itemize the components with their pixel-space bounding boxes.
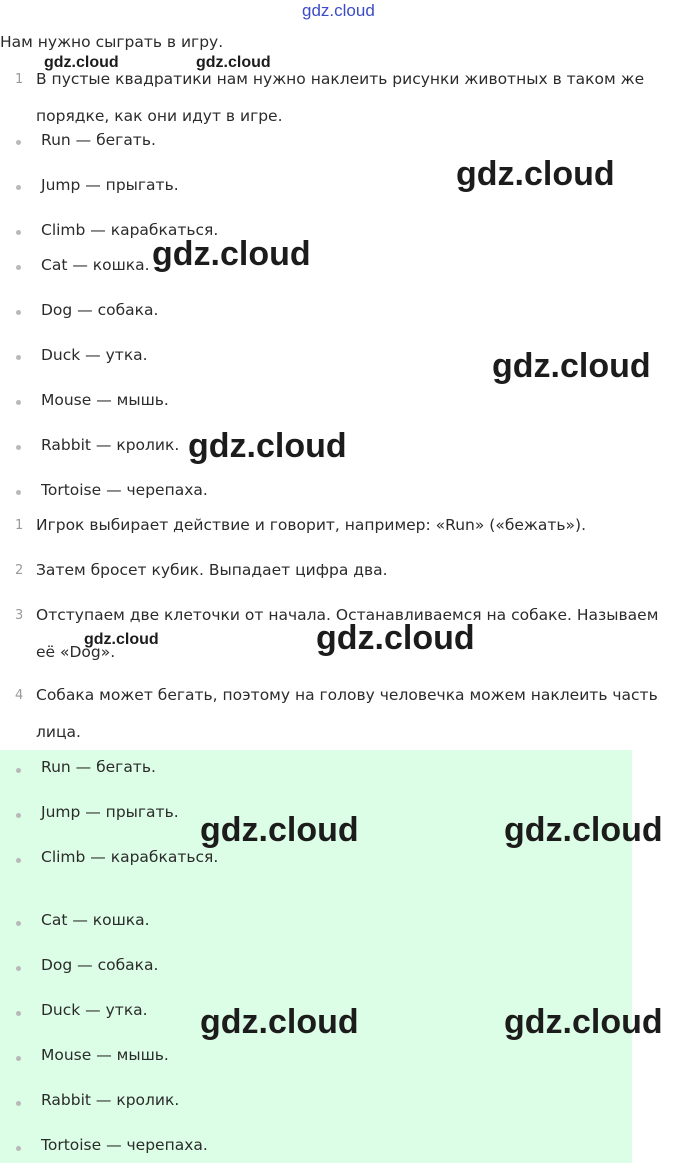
bullet-icon	[16, 966, 21, 971]
intro-text: Нам нужно сыграть в игру.	[0, 33, 224, 51]
list-item: Run — бегать.	[41, 758, 156, 776]
watermark: gdz.cloud	[316, 619, 475, 657]
watermark: gdz.cloud	[200, 811, 359, 849]
step-text: Затем бросет кубик. Выпадает цифра два.	[36, 561, 388, 579]
watermark: gdz.cloud	[188, 427, 347, 465]
bullet-icon	[16, 310, 21, 315]
watermark: gdz.cloud	[492, 347, 651, 385]
watermark: gdz.cloud	[84, 631, 159, 648]
bullet-icon	[16, 355, 21, 360]
bullet-icon	[16, 1101, 21, 1106]
list-item: Tortoise — черепаха.	[41, 1136, 208, 1154]
step-number: 4	[15, 688, 24, 703]
step-number: 1	[15, 72, 24, 87]
list-item: Mouse — мышь.	[41, 1046, 169, 1064]
list-item: Cat — кошка.	[41, 256, 150, 274]
bullet-icon	[16, 230, 21, 235]
bullet-icon	[16, 858, 21, 863]
list-item: Dog — собака.	[41, 956, 159, 974]
bullet-icon	[16, 921, 21, 926]
watermark: gdz.cloud	[44, 54, 119, 71]
list-item: Mouse — мышь.	[41, 391, 169, 409]
step-text: Собака может бегать, поэтому на голову человечка можем наклеить часть лица.	[36, 686, 658, 741]
bullet-icon	[16, 185, 21, 190]
list-item: Dog — собака.	[41, 301, 159, 319]
list-item: Run — бегать.	[41, 131, 156, 149]
bullet-icon	[16, 265, 21, 270]
list-item: Duck — утка.	[41, 346, 148, 364]
watermark: gdz.cloud	[152, 235, 311, 273]
list-item: Duck — утка.	[41, 1001, 148, 1019]
bullet-icon	[16, 445, 21, 450]
list-item: Tortoise — черепаха.	[41, 481, 208, 499]
list-item: Climb — карабкаться.	[41, 221, 219, 239]
watermark: gdz.cloud	[456, 155, 615, 193]
bullet-icon	[16, 1056, 21, 1061]
step-text: Отступаем две клеточки от начала. Останавливаемся на собаке. Называем её «Dog».	[36, 606, 659, 661]
list-item: Climb — карабкаться.	[41, 848, 219, 866]
list-item: Jump — прыгать.	[41, 803, 179, 821]
step-number: 2	[15, 563, 24, 578]
step-text: В пустые квадратики нам нужно наклеить рисунки животных в таком же порядке, как они идут в игре.	[36, 70, 645, 125]
header-watermark: gdz.cloud	[302, 1, 375, 20]
step-number: 3	[15, 608, 24, 623]
step-number: 1	[15, 518, 24, 533]
step-text: Игрок выбирает действие и говорит, например: «Run» («бежать»).	[36, 516, 586, 534]
bullet-icon	[16, 1146, 21, 1151]
watermark: gdz.cloud	[200, 1003, 359, 1041]
bullet-icon	[16, 768, 21, 773]
watermark: gdz.cloud	[196, 54, 271, 71]
list-item: Jump — прыгать.	[41, 176, 179, 194]
bullet-icon	[16, 140, 21, 145]
list-item: Cat — кошка.	[41, 911, 150, 929]
bullet-icon	[16, 400, 21, 405]
bullet-icon	[16, 813, 21, 818]
watermark: gdz.cloud	[504, 1003, 663, 1041]
watermark: gdz.cloud	[504, 811, 663, 849]
bullet-icon	[16, 490, 21, 495]
list-item: Rabbit — кролик.	[41, 436, 180, 454]
list-item: Rabbit — кролик.	[41, 1091, 180, 1109]
bullet-icon	[16, 1011, 21, 1016]
